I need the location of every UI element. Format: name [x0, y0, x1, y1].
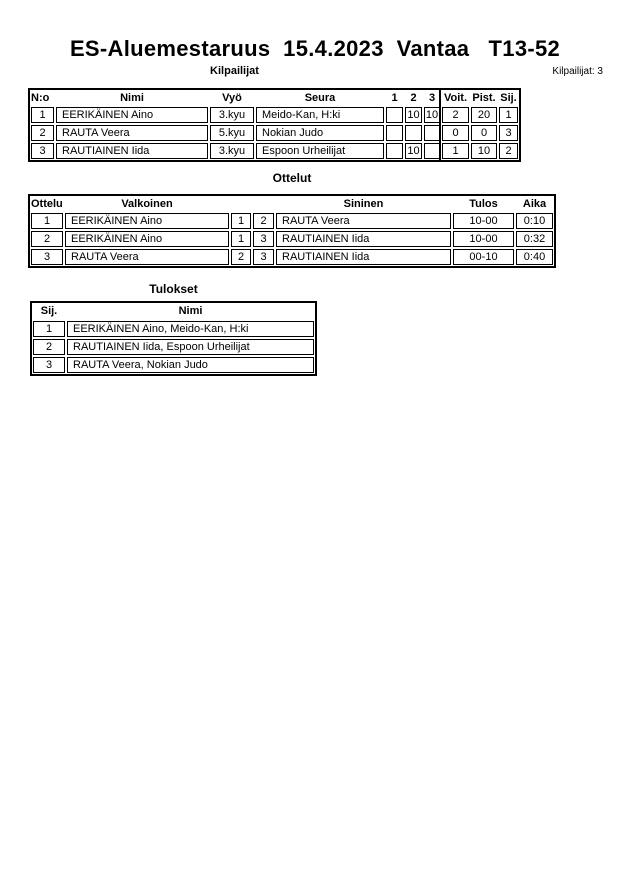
white-competitor: RAUTA Veera — [65, 249, 229, 265]
blue-competitor: RAUTIAINEN Iida — [276, 231, 451, 247]
round2-score — [405, 125, 422, 141]
blue-number: 3 — [253, 249, 274, 265]
col-header-name: Nimi — [120, 91, 144, 104]
col-header-blue-no — [253, 197, 274, 211]
final-place: 2 — [33, 339, 65, 355]
competitor-number: 2 — [31, 125, 54, 141]
col-header-round2: 2 — [410, 91, 417, 104]
round3-score — [424, 125, 440, 141]
page-title: ES-Aluemestaruus 15.4.2023 Vantaa T13-52 — [69, 36, 561, 61]
white-number: 1 — [231, 231, 251, 247]
competitor-name: EERIKÄINEN Aino — [56, 107, 208, 123]
white-number: 2 — [231, 249, 251, 265]
competitor-number: 3 — [31, 143, 54, 159]
results-section-title: Tulokset — [149, 282, 198, 296]
competitor-belt: 5.kyu — [210, 125, 254, 141]
competitors-count-label: Kilpailijat: 3 — [552, 66, 603, 77]
round1-score — [386, 107, 403, 123]
match-number: 2 — [31, 231, 63, 247]
col-header-place: Sij. — [40, 305, 58, 317]
match-result: 10-00 — [453, 231, 514, 247]
points-value: 0 — [471, 125, 497, 141]
round1-score — [386, 125, 403, 141]
final-name-and-club: RAUTIAINEN Iida, Espoon Urheilijat — [67, 339, 314, 355]
competitor-belt: 3.kyu — [210, 107, 254, 123]
results-group-separator-line — [439, 90, 441, 160]
col-header-time: Aika — [522, 197, 547, 210]
col-header-blue: Sininen — [343, 197, 384, 210]
match-time: 0:10 — [516, 213, 553, 229]
blue-number: 2 — [253, 213, 274, 229]
results-table — [30, 301, 317, 376]
final-name-and-club: RAUTA Veera, Nokian Judo — [67, 357, 314, 373]
matches-table — [28, 194, 556, 268]
competitor-club: Nokian Judo — [256, 125, 384, 141]
competitor-club: Espoon Urheilijat — [256, 143, 384, 159]
competitor-name: RAUTIAINEN Iida — [56, 143, 208, 159]
final-name-and-club: EERIKÄINEN Aino, Meido-Kan, H:ki — [67, 321, 314, 337]
matches-section-title: Ottelut — [272, 171, 312, 185]
col-header-points: Pist. — [472, 91, 496, 104]
final-place: 3 — [33, 357, 65, 373]
blue-competitor: RAUTIAINEN Iida — [276, 249, 451, 265]
match-number: 1 — [31, 213, 63, 229]
col-header-club: Seura — [304, 91, 336, 104]
match-time: 0:32 — [516, 231, 553, 247]
round1-score — [386, 143, 403, 159]
competitors-section-title: Kilpailijat — [210, 65, 259, 77]
points-value: 20 — [471, 107, 497, 123]
round2-score: 10 — [405, 143, 422, 159]
match-time: 0:40 — [516, 249, 553, 265]
col-header-white-no — [231, 197, 251, 211]
points-value: 10 — [471, 143, 497, 159]
competitors-table — [28, 88, 521, 162]
place-value: 3 — [499, 125, 518, 141]
competitor-club: Meido-Kan, H:ki — [256, 107, 384, 123]
blue-number: 3 — [253, 231, 274, 247]
place-value: 1 — [499, 107, 518, 123]
col-header-belt: Vyö — [222, 91, 242, 104]
competitor-name: RAUTA Veera — [56, 125, 208, 141]
col-header-place: Sij. — [500, 91, 517, 104]
place-value: 2 — [499, 143, 518, 159]
white-competitor: EERIKÄINEN Aino — [65, 231, 229, 247]
white-number: 1 — [231, 213, 251, 229]
col-header-round1: 1 — [391, 91, 398, 104]
wins-value: 2 — [442, 107, 469, 123]
white-competitor: EERIKÄINEN Aino — [65, 213, 229, 229]
col-header-white: Valkoinen — [121, 197, 173, 210]
competitor-belt: 3.kyu — [210, 143, 254, 159]
col-header-match: Ottelu — [31, 197, 63, 210]
col-header-name: Nimi — [178, 305, 203, 317]
match-number: 3 — [31, 249, 63, 265]
col-header-wins: Voit. — [443, 91, 467, 104]
round3-score: 10 — [424, 107, 440, 123]
match-result: 00-10 — [453, 249, 514, 265]
wins-value: 1 — [442, 143, 469, 159]
round2-score: 10 — [405, 107, 422, 123]
blue-competitor: RAUTA Veera — [276, 213, 451, 229]
col-header-no: N:o — [31, 91, 50, 104]
col-header-result: Tulos — [469, 197, 498, 210]
match-result: 10-00 — [453, 213, 514, 229]
col-header-round3: 3 — [428, 91, 436, 104]
competitor-number: 1 — [31, 107, 54, 123]
round3-score — [424, 143, 440, 159]
final-place: 1 — [33, 321, 65, 337]
wins-value: 0 — [442, 125, 469, 141]
